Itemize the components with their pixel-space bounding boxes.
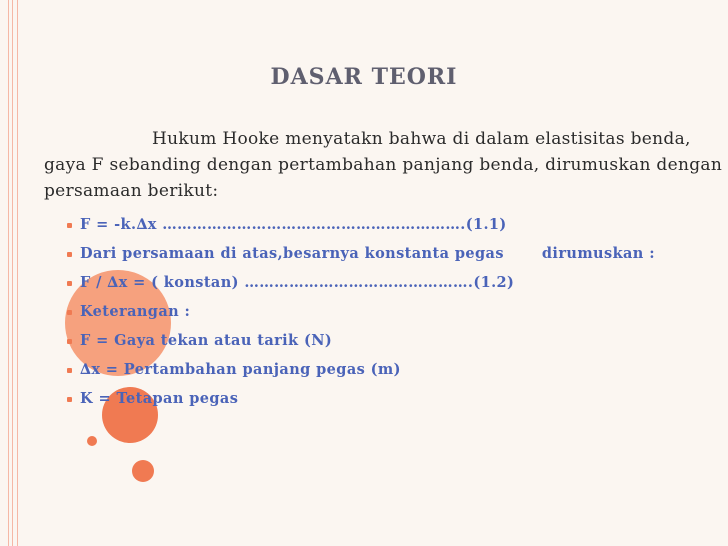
decorative-circle-small bbox=[132, 460, 154, 482]
formula-list bbox=[80, 210, 728, 413]
list-item: K = Tetapan pegas bbox=[80, 384, 728, 413]
list-item: F = Gaya tekan atau tarik (N) bbox=[80, 326, 728, 355]
list-item-suffix: dirumuskan : bbox=[541, 245, 655, 262]
intro-paragraph bbox=[44, 126, 724, 204]
intro-rest: benda, gaya F sebanding dengan pertambahan panjang benda, dirumuskan dengan persamaan berikut: bbox=[44, 129, 723, 201]
list-item: F = -k.∆x …………………………………………………….(1.1) bbox=[80, 210, 728, 239]
list-item-text: Dari persamaan di atas,besarnya konstanta pegas bbox=[80, 245, 504, 262]
list-item bbox=[80, 239, 728, 268]
intro-first-line: Hukum Hooke menyatakn bahwa di dalam elastisitas bbox=[152, 129, 625, 149]
slide-title: DASAR TEORI bbox=[270, 64, 458, 90]
list-item: ∆x = Pertambahan panjang pegas (m) bbox=[80, 355, 728, 384]
list-item: F / ∆x = ( konstan) ……………………………………….(1.2) bbox=[80, 268, 728, 297]
decorative-circle-tiny bbox=[87, 436, 97, 446]
list-item: Keterangan : bbox=[80, 297, 728, 326]
